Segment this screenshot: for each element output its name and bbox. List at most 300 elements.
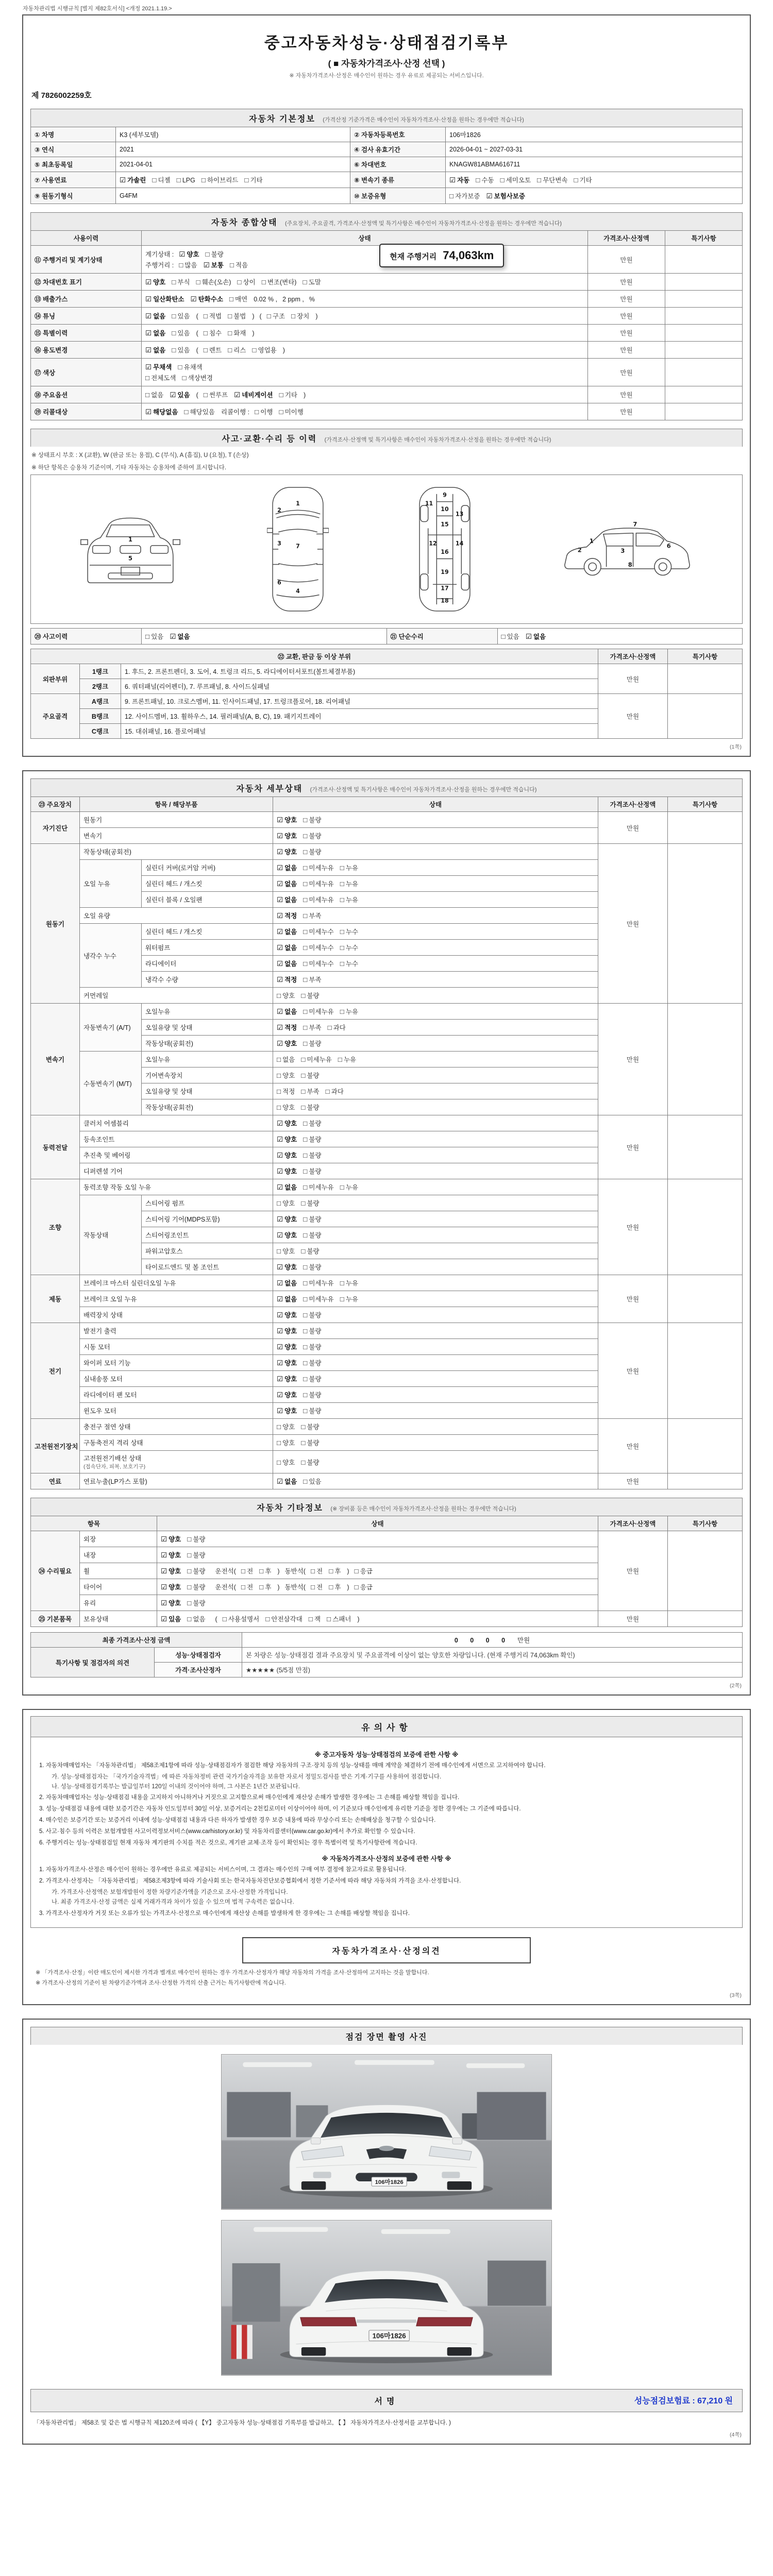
- checkbox-option[interactable]: [279, 407, 303, 416]
- panel-page4: [22, 2019, 751, 2445]
- checkbox-label: 불량: [307, 1248, 320, 1255]
- checkbox-option[interactable]: [476, 175, 494, 184]
- checkbox-option[interactable]: [277, 1007, 297, 1016]
- checkbox-option[interactable]: [259, 1566, 271, 1575]
- checkbox-option[interactable]: [277, 991, 295, 1000]
- checkbox-option[interactable]: [277, 831, 297, 840]
- checkbox-option[interactable]: [340, 1007, 358, 1016]
- checkbox-option[interactable]: [303, 1230, 321, 1240]
- field-label: ① 차명: [31, 127, 116, 142]
- section-photos-header: [30, 2027, 743, 2045]
- checkbox-option[interactable]: [303, 831, 321, 840]
- checkbox-option[interactable]: [277, 975, 297, 984]
- checkbox-option[interactable]: [252, 345, 276, 354]
- notice-item: 6. 주행거리는 성능·상태점검일 현재 자동차 계기판의 수치를 적은 것으로, 계기판 교체·조작 등이 확인되는 경우 특별이력 및 특기사항란에 적습니다.: [39, 1839, 417, 1846]
- checkbox-label: 없음: [284, 1008, 297, 1015]
- checkbox-unchecked-icon: □: [277, 1199, 281, 1207]
- checkbox-label: 양호: [169, 1568, 181, 1575]
- checkbox-option[interactable]: [145, 373, 176, 382]
- checkbox-option[interactable]: [277, 1477, 297, 1486]
- checkbox-option[interactable]: [187, 1550, 205, 1560]
- checkbox-unchecked-icon: □: [277, 1247, 281, 1255]
- checkbox-option[interactable]: [303, 1214, 321, 1224]
- checkbox-option[interactable]: [277, 847, 297, 856]
- checkbox-option[interactable]: [161, 1566, 181, 1575]
- checkbox-option[interactable]: [301, 1055, 331, 1064]
- checkbox-option[interactable]: [277, 1118, 297, 1128]
- checkbox-option[interactable]: [161, 1598, 181, 1607]
- checkbox-option[interactable]: [303, 1278, 333, 1287]
- item-label: 고전원전기배선 상태 (접속단자, 피복, 보호기구): [80, 1451, 273, 1473]
- state-cell: [273, 972, 598, 988]
- checkbox-option[interactable]: [187, 1614, 205, 1623]
- checkbox-option[interactable]: [303, 1023, 321, 1032]
- checkbox-option[interactable]: [237, 277, 255, 286]
- checkbox-option[interactable]: [311, 1566, 323, 1575]
- legal-statement: 「자동차관리법」 제58조 및 같은 법 시행규칙 제120조에 따라 ( 【Y】 중고자동차 성능·상태점검 기록부를 발급하고, 【 】 자동차가격조사·산정서를 교부합니다. ): [33, 2420, 451, 2427]
- checkbox-label: 누유: [345, 1280, 359, 1287]
- checkbox-option[interactable]: [277, 1422, 295, 1431]
- checkbox-option[interactable]: [277, 1087, 295, 1096]
- checkbox-option[interactable]: [355, 1566, 373, 1575]
- checkbox-checked-icon: ☑: [277, 1040, 283, 1047]
- field-label: ② 자동차등록번호: [350, 127, 446, 142]
- checkbox-option[interactable]: [291, 311, 309, 320]
- checkbox-unchecked-icon: □: [354, 1583, 359, 1591]
- checkbox-option[interactable]: [145, 345, 165, 354]
- checkbox-option[interactable]: [229, 294, 247, 303]
- checkbox-option[interactable]: [537, 175, 567, 184]
- checkbox-option[interactable]: [449, 175, 469, 184]
- checkbox-option[interactable]: [172, 345, 190, 354]
- photo-front-illustration: [222, 2055, 551, 2209]
- checkbox-option[interactable]: [145, 277, 165, 286]
- checkbox-option[interactable]: [120, 175, 146, 184]
- checkbox-option[interactable]: [303, 1039, 321, 1048]
- checkbox-option[interactable]: [277, 1039, 297, 1048]
- checkbox-option[interactable]: [486, 191, 525, 200]
- state-cell: [142, 403, 588, 420]
- field-value: 106마1826: [446, 127, 743, 142]
- checkbox-label: 불량: [309, 1136, 322, 1143]
- checkbox-option[interactable]: [277, 815, 297, 824]
- checkbox-option[interactable]: [303, 1007, 333, 1016]
- checkbox-checked-icon: ☑: [277, 1008, 283, 1015]
- checkbox-option[interactable]: [303, 847, 321, 856]
- checkbox-option[interactable]: [277, 1023, 297, 1032]
- final-price-unit: 만원: [517, 1637, 530, 1644]
- checkbox-option[interactable]: [301, 1087, 319, 1096]
- item-label: 타이어: [80, 1579, 157, 1595]
- checkbox-option[interactable]: [177, 176, 195, 184]
- checkbox-label: 불량: [309, 849, 322, 856]
- panel-number-label: 3: [277, 540, 281, 547]
- checkbox-unchecked-icon: □: [303, 912, 308, 920]
- checkbox-option[interactable]: [355, 1582, 373, 1591]
- checkbox-option[interactable]: [179, 249, 199, 259]
- checkbox-label: 불량: [211, 251, 224, 258]
- checkbox-label: 양호: [284, 1328, 297, 1335]
- checkbox-option[interactable]: [277, 1246, 295, 1256]
- checkbox-option[interactable]: [277, 1390, 297, 1399]
- checkbox-option[interactable]: [152, 175, 170, 184]
- state-cell: [273, 1307, 598, 1323]
- price-cell: 만원: [598, 1531, 668, 1611]
- checkbox-option[interactable]: [340, 1278, 358, 1287]
- checkbox-unchecked-icon: □: [303, 1359, 308, 1367]
- checkbox-option[interactable]: [204, 328, 222, 337]
- checkbox-option[interactable]: [206, 249, 224, 259]
- state-cell: [273, 988, 598, 1004]
- checkbox-option[interactable]: [267, 311, 285, 320]
- inspection-insurance-fee: [634, 2394, 733, 2406]
- price-cell: 만원: [588, 291, 665, 308]
- checkbox-option[interactable]: [277, 1458, 295, 1467]
- state-text: 주행거리 :: [145, 262, 174, 269]
- checkbox-option[interactable]: [277, 943, 297, 952]
- checkbox-option[interactable]: [277, 1262, 297, 1272]
- checkbox-unchecked-icon: □: [203, 346, 208, 354]
- checkbox-option[interactable]: [500, 175, 531, 184]
- checkbox-option[interactable]: [145, 632, 163, 641]
- checkbox-option[interactable]: [303, 1342, 321, 1351]
- panel-number-label: 10: [440, 506, 449, 513]
- checkbox-option[interactable]: [262, 277, 297, 286]
- field-label: ⑧ 변속기 종류: [350, 172, 446, 188]
- checkbox-option[interactable]: [187, 1582, 205, 1591]
- checkbox-option[interactable]: [145, 390, 163, 399]
- note-cell: [668, 1419, 743, 1473]
- checkbox-option[interactable]: [277, 1071, 295, 1080]
- checkbox-option[interactable]: [277, 1166, 297, 1176]
- checkbox-label: 가솔린: [127, 177, 146, 184]
- checkbox-option[interactable]: [277, 911, 297, 920]
- checkbox-option[interactable]: [161, 1534, 181, 1544]
- device-group-label: 동력전달: [31, 1115, 80, 1179]
- checkbox-label: 불량: [309, 1232, 322, 1239]
- checkbox-unchecked-icon: □: [145, 633, 150, 640]
- checkbox-label: 이행: [260, 409, 273, 416]
- checkbox-option[interactable]: [340, 863, 358, 872]
- checkbox-option[interactable]: [303, 1118, 321, 1128]
- checkbox-option[interactable]: [145, 311, 165, 320]
- checkbox-option[interactable]: [338, 1055, 356, 1064]
- checkbox-option[interactable]: [303, 863, 333, 872]
- checkbox-option[interactable]: [259, 1582, 271, 1591]
- etc-col-item: 항목: [31, 1516, 157, 1531]
- checkbox-option[interactable]: [277, 1103, 295, 1112]
- checkbox-option[interactable]: [241, 1582, 253, 1591]
- checkbox-option[interactable]: [301, 1438, 319, 1447]
- checkbox-option[interactable]: [277, 1310, 297, 1319]
- state-cell: [273, 1419, 598, 1435]
- checkbox-label: 미세누유: [309, 1184, 334, 1191]
- notice-item: 4. 매수인은 보증기간 또는 보증거리 이내에 성능·상태점검 내용과 다른 하자가 발생한 경우 보증 내용에 따라 무상수리 또는 손해배상을 청구할 수 있습니다.: [39, 1817, 436, 1823]
- checkbox-unchecked-icon: □: [187, 1551, 192, 1559]
- checkbox-label: 변조(변타): [267, 279, 297, 286]
- checkbox-option[interactable]: [277, 863, 297, 872]
- checkbox-option[interactable]: [145, 328, 165, 337]
- checkbox-unchecked-icon: □: [277, 992, 281, 999]
- document-subtitle-note: ※ 자동차가격조사·산정은 매수인이 원하는 경우 유료로 제공되는 서비스입니다.: [289, 73, 484, 79]
- checkbox-option[interactable]: [340, 879, 358, 888]
- checkbox-option[interactable]: [277, 1326, 297, 1335]
- checkbox-option[interactable]: [161, 1550, 181, 1560]
- field-value: K3 (세부모델): [116, 127, 350, 142]
- checkbox-option[interactable]: [172, 328, 190, 337]
- checkbox-option[interactable]: [191, 294, 223, 303]
- checkbox-option[interactable]: [327, 1614, 351, 1623]
- checkbox-option[interactable]: [301, 1071, 319, 1080]
- checkbox-option[interactable]: [303, 1406, 321, 1415]
- notice-item: 3. 가격조사·산정자가 거짓 또는 오류가 있는 가격조사·산정으로 매수인에게 재산상 손해를 발생하게 한 경우에는 그 손해를 배상할 책임을 집니다.: [39, 1910, 410, 1917]
- checkbox-checked-icon: ☑: [277, 1231, 283, 1239]
- state-cell: [142, 246, 588, 274]
- checkbox-option[interactable]: [301, 1458, 319, 1467]
- checkbox-label: 불량: [309, 1264, 322, 1271]
- checkbox-option[interactable]: [255, 407, 273, 416]
- checkbox-option[interactable]: [204, 260, 224, 269]
- checkbox-option[interactable]: [303, 1477, 321, 1486]
- note-cell: [665, 325, 743, 342]
- checkbox-option[interactable]: [204, 345, 222, 354]
- checkbox-label: 없음: [151, 392, 164, 399]
- state-text: ): [277, 1568, 280, 1575]
- panel-number-label: 1: [128, 535, 132, 543]
- checkbox-option[interactable]: [244, 175, 262, 184]
- checkbox-option[interactable]: [277, 1294, 297, 1303]
- item-label: 파워고압호스: [142, 1243, 273, 1259]
- checkbox-option[interactable]: [170, 632, 190, 641]
- checkbox-unchecked-icon: □: [172, 278, 176, 286]
- state-cell: [273, 1339, 598, 1355]
- checkbox-option[interactable]: [303, 1326, 321, 1335]
- checkbox-option[interactable]: [187, 1566, 205, 1575]
- checkbox-label: 기타: [250, 177, 263, 184]
- checkbox-checked-icon: ☑: [277, 1391, 283, 1399]
- checkbox-unchecked-icon: □: [574, 176, 578, 184]
- checkbox-label: 후: [334, 1584, 341, 1591]
- rank-items: 12. 사이드멤버, 13. 휠하우스, 14. 필러패널(A, B, C), 19. 패키지트레이: [121, 709, 598, 724]
- checkbox-option[interactable]: [328, 1023, 346, 1032]
- checkbox-option[interactable]: [187, 1598, 205, 1607]
- checkbox-option[interactable]: [277, 1230, 297, 1240]
- checkbox-label: 양호: [284, 1120, 297, 1127]
- checkbox-option[interactable]: [230, 260, 248, 269]
- checkbox-option[interactable]: [145, 407, 178, 416]
- checkbox-label: 있음: [177, 392, 190, 399]
- checkbox-checked-icon: ☑: [277, 1407, 283, 1415]
- checkbox-option[interactable]: [204, 390, 228, 399]
- checkbox-unchecked-icon: □: [301, 1072, 306, 1079]
- checkbox-option[interactable]: [187, 1534, 205, 1544]
- checkbox-option[interactable]: [228, 311, 246, 320]
- checkbox-option[interactable]: [340, 895, 358, 904]
- checkbox-option[interactable]: [196, 277, 231, 286]
- checkbox-option[interactable]: [303, 975, 321, 984]
- final-price-label: 최종 가격조사·산정 금액: [31, 1633, 242, 1648]
- section-title: 점검 장면 촬영 사진: [345, 2033, 428, 2042]
- checkbox-option[interactable]: [145, 294, 184, 303]
- checkbox-option[interactable]: [277, 1150, 297, 1160]
- checkbox-option[interactable]: [303, 1182, 333, 1192]
- checkbox-option[interactable]: [329, 1582, 341, 1591]
- checkbox-option[interactable]: [277, 1342, 297, 1351]
- checkbox-option[interactable]: [178, 362, 202, 371]
- checkbox-checked-icon: ☑: [120, 176, 126, 184]
- checkbox-option[interactable]: [340, 1294, 358, 1303]
- checkbox-option[interactable]: [277, 1278, 297, 1287]
- notice-item: 2. 가격조사·산정자는 「자동차관리법」 제58조제3항에 따라 기술사회 또는 한국자동차진단보증협회에서 정한 기준서에 따라 해당 자동차의 가격을 조사·산정합니다.: [39, 1878, 461, 1885]
- checkbox-option[interactable]: [277, 1438, 295, 1447]
- checkbox-option[interactable]: [223, 1614, 260, 1623]
- checkbox-option[interactable]: [303, 1262, 321, 1272]
- checkbox-unchecked-icon: □: [303, 1327, 308, 1335]
- field-label: ⑩ 보증유형: [350, 188, 446, 204]
- checkbox-option[interactable]: [277, 1182, 297, 1192]
- checkbox-label: 불량: [193, 1600, 206, 1607]
- checkbox-option[interactable]: [303, 277, 321, 286]
- checkbox-option[interactable]: [228, 345, 246, 354]
- checkbox-option[interactable]: [303, 1294, 333, 1303]
- checkbox-label: 양호: [282, 1072, 295, 1079]
- checkbox-option[interactable]: [301, 1198, 319, 1208]
- checkbox-option[interactable]: [172, 311, 190, 320]
- checkbox-unchecked-icon: □: [203, 329, 208, 337]
- notice-item: 1. 자동차가격조사·산정은 매수인이 원하는 경우에만 유료로 제공되는 서비스이며, 그 결과는 매수인의 구매 여부 결정에 참고자료로 활용됩니다.: [39, 1867, 407, 1873]
- checkbox-option[interactable]: [277, 1358, 297, 1367]
- checkbox-option[interactable]: [234, 390, 273, 399]
- usage-item-label: ⑯ 용도변경: [31, 342, 142, 359]
- checkbox-option[interactable]: [301, 1103, 319, 1112]
- checkbox-label: 색상변경: [188, 375, 213, 382]
- checkbox-option[interactable]: [303, 959, 333, 968]
- checkbox-option[interactable]: [449, 191, 480, 200]
- checkbox-option[interactable]: [574, 175, 592, 184]
- checkbox-label: 무채색: [153, 364, 172, 371]
- state-cell: [273, 1131, 598, 1147]
- checkbox-option[interactable]: [303, 895, 333, 904]
- checkbox-option[interactable]: [303, 1358, 321, 1367]
- checkbox-option[interactable]: [526, 632, 546, 641]
- checkbox-label: 일산화탄소: [153, 296, 184, 303]
- checkbox-option[interactable]: [277, 927, 297, 936]
- checkbox-option[interactable]: [340, 943, 358, 952]
- checkbox-option[interactable]: [279, 390, 297, 399]
- notice-sub-item: 나. 최종 가격조사·산정 금액은 실제 거래가격과 차이가 있을 수 있으며 법적 구속력은 없습니다.: [52, 1899, 294, 1906]
- state-cell: [157, 1547, 598, 1563]
- checkbox-option[interactable]: [301, 1246, 319, 1256]
- checkbox-option[interactable]: [170, 390, 190, 399]
- checkbox-option[interactable]: [303, 1390, 321, 1399]
- checkbox-label: 없음: [284, 880, 297, 888]
- checkbox-option[interactable]: [309, 1614, 321, 1623]
- checkbox-label: 리스: [233, 347, 246, 354]
- note-cell: [668, 844, 743, 1004]
- checkbox-option[interactable]: [182, 373, 212, 382]
- checkbox-option[interactable]: [228, 328, 246, 337]
- checkbox-option[interactable]: [303, 879, 333, 888]
- checkbox-option[interactable]: [204, 311, 222, 320]
- checkbox-unchecked-icon: □: [228, 346, 232, 354]
- checkbox-option[interactable]: [145, 362, 172, 371]
- basic-info-row: [31, 157, 743, 172]
- state-cell: [273, 860, 598, 876]
- checkbox-option[interactable]: [311, 1582, 323, 1591]
- checkbox-label: 미세누유: [309, 896, 334, 904]
- checkbox-option[interactable]: [265, 1614, 303, 1623]
- checkbox-option[interactable]: [277, 959, 297, 968]
- checkbox-label: 있음: [177, 313, 190, 320]
- checkbox-checked-icon: ☑: [161, 1535, 167, 1543]
- price-cell: 만원: [588, 342, 665, 359]
- checkbox-option[interactable]: [277, 1055, 295, 1064]
- checkbox-option[interactable]: [161, 1582, 181, 1591]
- checkbox-option[interactable]: [277, 1406, 297, 1415]
- panel-number-label: 19: [440, 569, 449, 575]
- checkbox-option[interactable]: [277, 1198, 295, 1208]
- checkbox-option[interactable]: [172, 277, 190, 286]
- checkbox-option[interactable]: [184, 407, 214, 416]
- checkbox-option[interactable]: [303, 1150, 321, 1160]
- checkbox-option[interactable]: [326, 1087, 344, 1096]
- overall-row: [31, 325, 743, 342]
- checkbox-label: 양호: [284, 1408, 297, 1415]
- checkbox-option[interactable]: [329, 1566, 341, 1575]
- checkbox-option[interactable]: [501, 632, 519, 641]
- rank-items: 15. 대쉬패널, 16. 플로어패널: [121, 724, 598, 739]
- checkbox-option[interactable]: [277, 1214, 297, 1224]
- checkbox-checked-icon: ☑: [277, 1327, 283, 1335]
- checkbox-option[interactable]: [277, 1134, 297, 1144]
- checkbox-unchecked-icon: □: [301, 1247, 306, 1255]
- checkbox-label: 많음: [184, 262, 197, 269]
- checkbox-label: 해당있음: [190, 409, 215, 416]
- checkbox-option[interactable]: [340, 959, 358, 968]
- state-cell: [273, 1451, 598, 1473]
- checkbox-option[interactable]: [303, 1310, 321, 1319]
- checkbox-label: 양호: [284, 1344, 297, 1351]
- accident-legend-1: ※ 상태표시 부호 : X (교환), W (판금 또는 용접), C (부식), A (흠집), U (요철), T (손상): [31, 452, 249, 459]
- checkbox-option[interactable]: [201, 175, 239, 184]
- checkbox-option[interactable]: [161, 1614, 181, 1623]
- checkbox-option[interactable]: [303, 1374, 321, 1383]
- checkbox-option[interactable]: [179, 260, 197, 269]
- state-cell: [273, 1115, 598, 1131]
- checkbox-label: 과다: [333, 1024, 346, 1031]
- checkbox-option[interactable]: [277, 895, 297, 904]
- checkbox-option[interactable]: [301, 991, 319, 1000]
- checkbox-option[interactable]: [340, 927, 358, 936]
- checkbox-option[interactable]: [303, 943, 333, 952]
- checkbox-option[interactable]: [340, 1182, 358, 1192]
- item-label: 냉각수 수량: [142, 972, 273, 988]
- checkbox-option[interactable]: [303, 911, 321, 920]
- state-cell: [273, 1355, 598, 1371]
- checkbox-option[interactable]: [277, 879, 297, 888]
- checkbox-option[interactable]: [303, 927, 333, 936]
- inspection-photo-front: [221, 2054, 552, 2210]
- checkbox-unchecked-icon: □: [228, 312, 232, 320]
- checkbox-option[interactable]: [303, 1134, 321, 1144]
- checkbox-option[interactable]: [241, 1566, 253, 1575]
- state-text: ): [252, 313, 255, 320]
- checkbox-option[interactable]: [301, 1422, 319, 1431]
- checkbox-option[interactable]: [277, 1374, 297, 1383]
- final-price-amount: 0 0 0 0: [454, 1637, 511, 1644]
- checkbox-option[interactable]: [303, 1166, 321, 1176]
- checkbox-option[interactable]: [303, 815, 321, 824]
